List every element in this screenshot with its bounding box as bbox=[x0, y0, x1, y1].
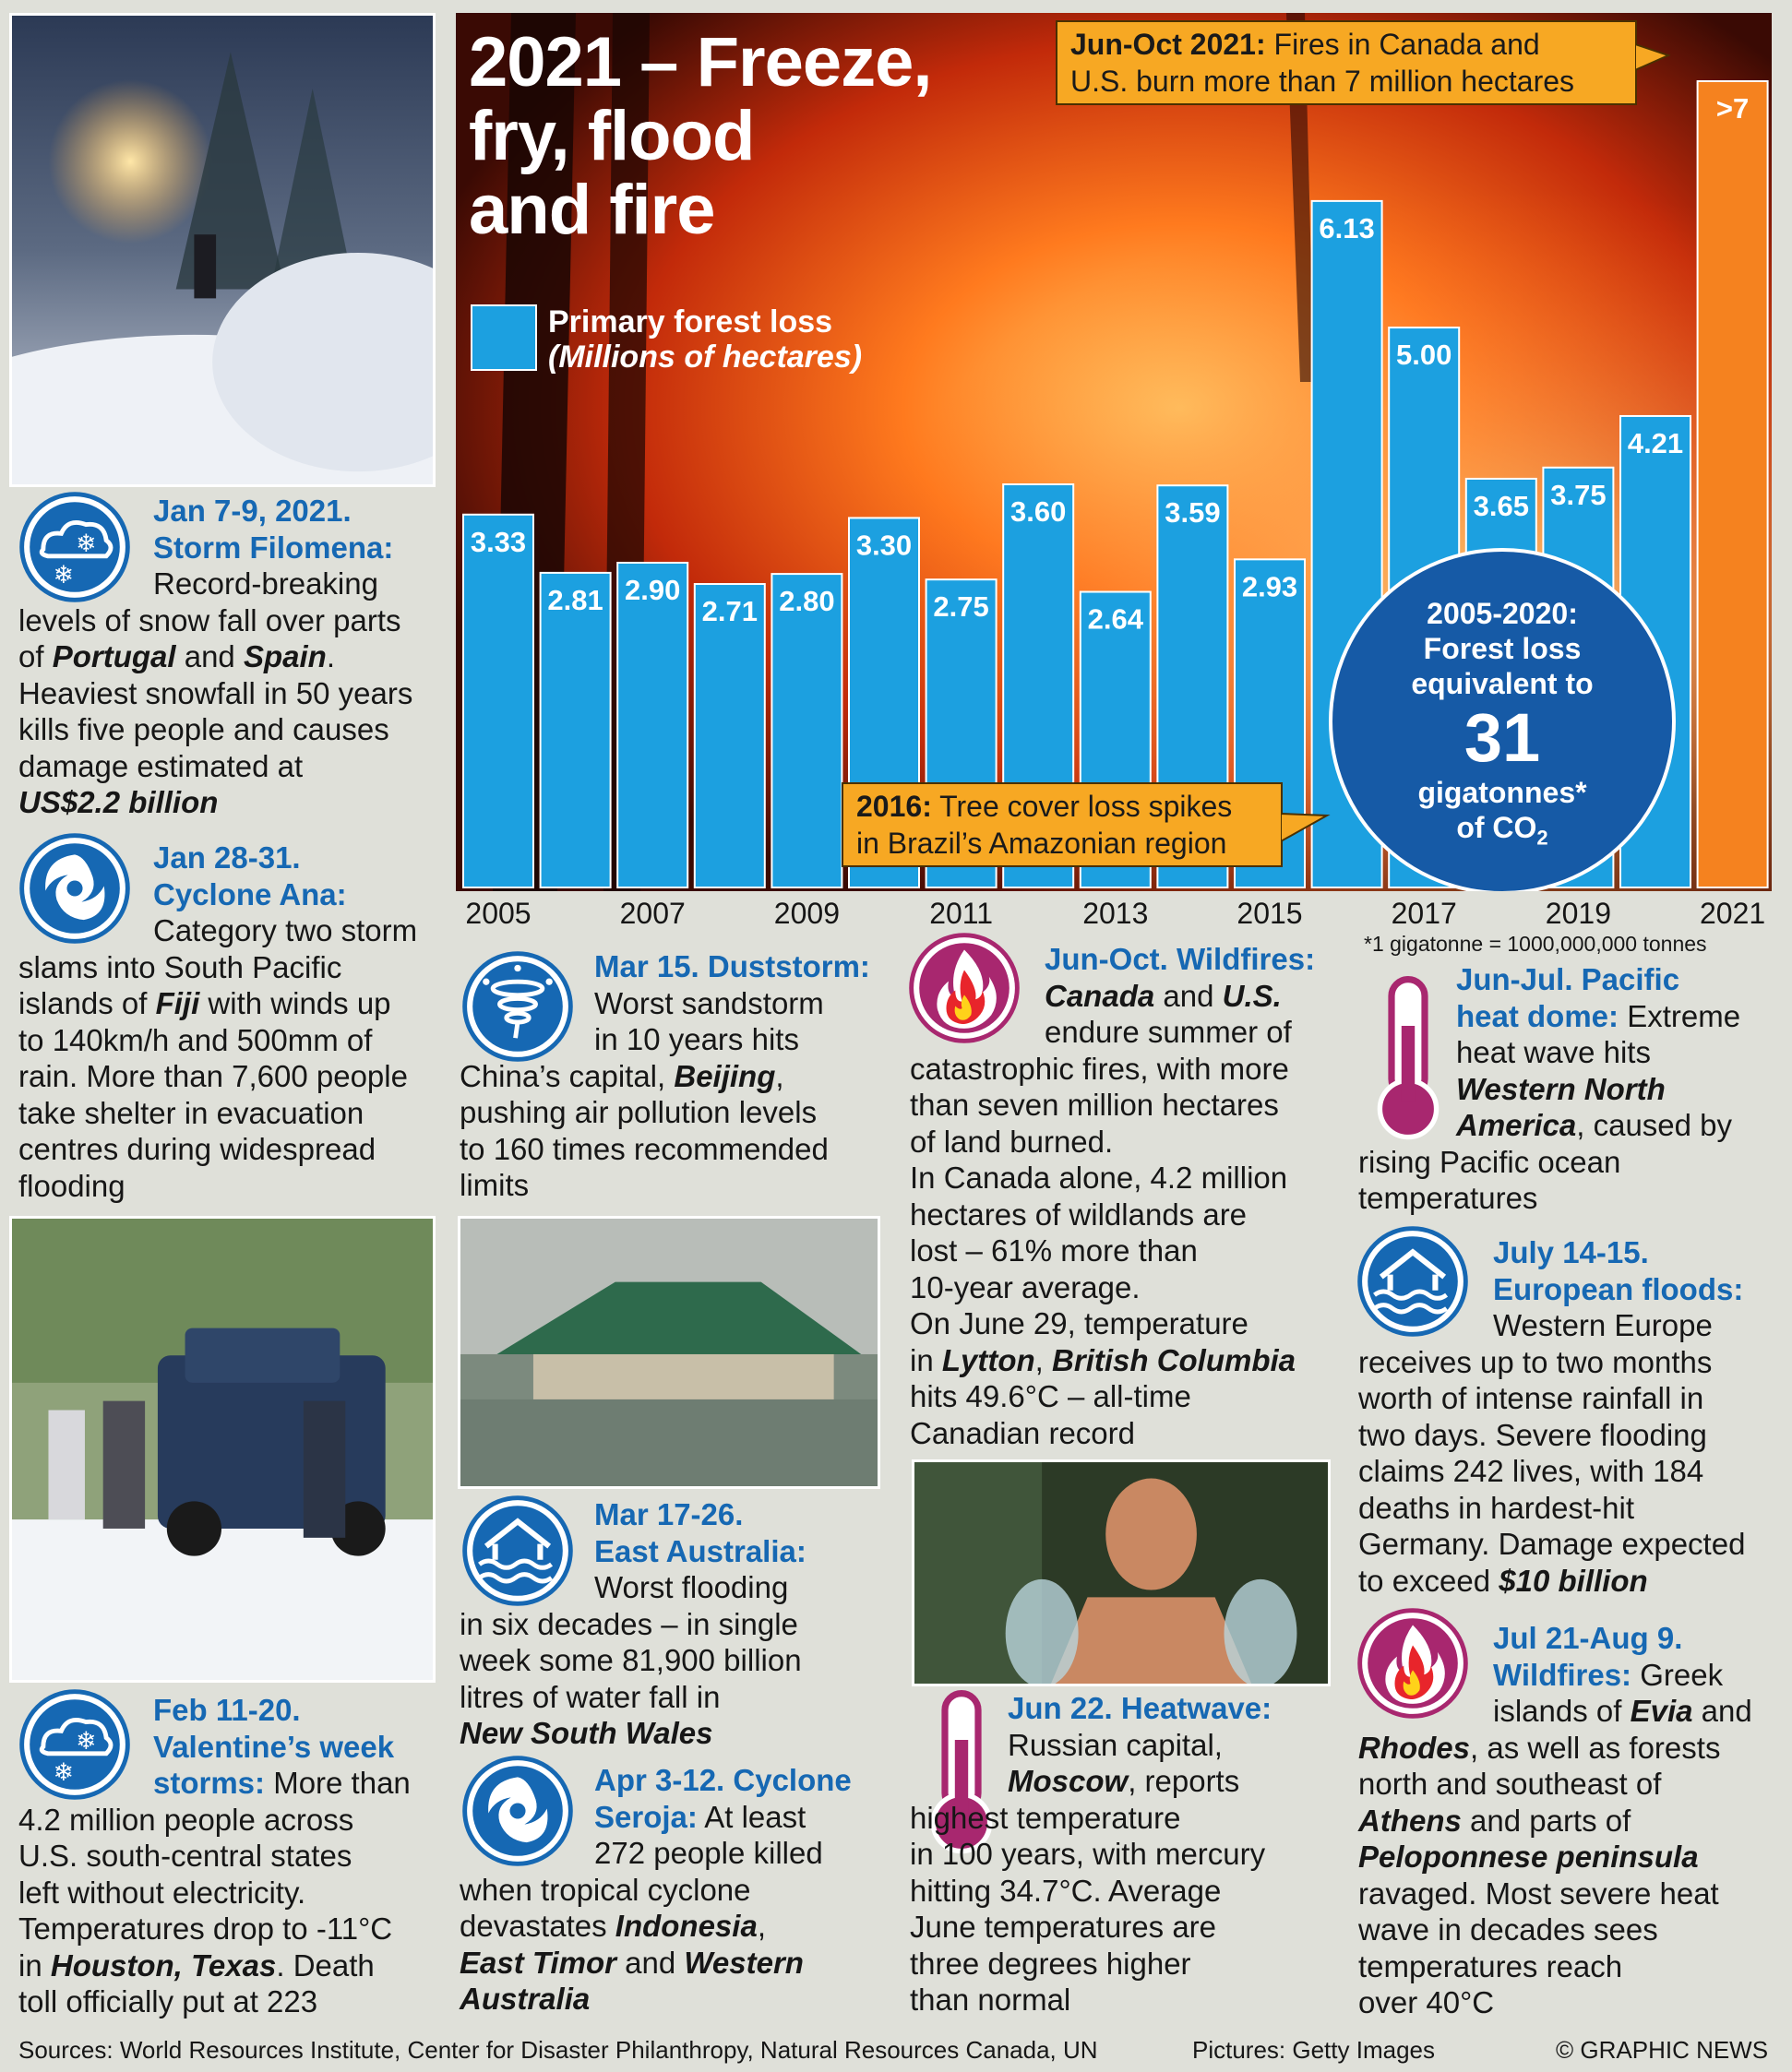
callout-2021-fires bbox=[1056, 20, 1637, 105]
event-text: worth of intense rainfall in bbox=[1358, 1381, 1704, 1415]
bar-label-2016: 6.13 bbox=[1319, 211, 1375, 244]
circle-subscript: 2 bbox=[1536, 826, 1548, 850]
event-text: At least bbox=[697, 1799, 806, 1834]
place-name: Canada bbox=[1045, 978, 1155, 1013]
event-text: June temperatures are bbox=[910, 1910, 1217, 1944]
event-text: when tropical cyclone bbox=[460, 1872, 751, 1907]
co2-circle bbox=[1329, 548, 1676, 891]
event-cyclone-ana bbox=[18, 840, 443, 1204]
event-text: , as well as forests bbox=[1470, 1730, 1721, 1765]
svg-text:❄: ❄ bbox=[75, 529, 97, 558]
event-text: left without electricity. bbox=[18, 1875, 306, 1910]
place-name: Beijing bbox=[674, 1058, 776, 1093]
event-text: three degrees higher bbox=[910, 1946, 1191, 1981]
event-text: and parts of bbox=[1461, 1803, 1631, 1838]
seroja-date: Apr 3-12. Cyclone bbox=[594, 1763, 852, 1797]
event-text: catastrophic fires, with more bbox=[910, 1051, 1289, 1086]
bar-label-2018: 3.65 bbox=[1473, 489, 1529, 522]
bar-label-2005: 3.33 bbox=[470, 525, 527, 558]
event-wildfires-north-america bbox=[910, 941, 1344, 1451]
greece-date: Jul 21-Aug 9. bbox=[1493, 1621, 1683, 1655]
place-name: British Columbia bbox=[1052, 1342, 1296, 1377]
event-text: islands of bbox=[18, 986, 156, 1020]
event-text: Record-breaking bbox=[153, 566, 378, 601]
circle-line-5: of CO bbox=[1456, 811, 1537, 844]
x-tick-2021: 2021 bbox=[1700, 897, 1766, 930]
event-text: ravaged. Most severe heat bbox=[1358, 1876, 1719, 1911]
chart-panel bbox=[456, 13, 1772, 891]
bar-2007 bbox=[617, 563, 687, 887]
event-text: In Canada alone, 4.2 million bbox=[910, 1161, 1288, 1195]
footer-sources: Sources: World Resources Institute, Center for Disaster Philanthropy, Natural Resources Canada, UN bbox=[18, 2036, 1098, 2064]
event-text: , caused by bbox=[1576, 1108, 1733, 1142]
event-european-floods bbox=[1358, 1234, 1783, 1599]
event-text: and bbox=[175, 639, 244, 673]
event-greek-wildfires bbox=[1358, 1620, 1783, 2021]
event-text: pushing air pollution levels bbox=[460, 1095, 818, 1129]
circle-line-1: 2005-2020: bbox=[1427, 597, 1578, 630]
bar-label-2010: 3.30 bbox=[855, 529, 913, 562]
event-text: hitting 34.7°C. Average bbox=[910, 1873, 1222, 1908]
callout-2016-text: Tree cover loss spikes bbox=[931, 790, 1233, 823]
event-text: to 140km/h and 500mm of bbox=[18, 1022, 373, 1057]
footer-credit: © GRAPHIC NEWS bbox=[1556, 2036, 1769, 2064]
event-text: toll officially put at 223 bbox=[18, 1984, 318, 2018]
photo-snow-street bbox=[9, 13, 436, 487]
place-name: U.S. bbox=[1222, 978, 1282, 1013]
event-text: hits 49.6°C – all-time bbox=[910, 1379, 1191, 1413]
event-text: two days. Severe flooding bbox=[1358, 1417, 1707, 1452]
event-text: with winds up bbox=[199, 986, 391, 1020]
event-text: temperatures bbox=[1358, 1181, 1538, 1215]
event-text: . bbox=[326, 639, 335, 673]
event-text: levels of snow fall over parts bbox=[18, 602, 401, 637]
footer bbox=[0, 2028, 1792, 2072]
bar-2008 bbox=[695, 584, 765, 887]
place-name: Indonesia bbox=[615, 1909, 758, 1943]
filomena-date: Jan 7-9, 2021. bbox=[153, 494, 352, 528]
event-text: lost – 61% more than bbox=[910, 1233, 1198, 1268]
event-text: hectares of wildlands are bbox=[910, 1197, 1248, 1232]
callout-2016-amazon bbox=[842, 782, 1283, 867]
event-text: Extreme bbox=[1619, 998, 1741, 1033]
seroja-title: Seroja: bbox=[594, 1799, 698, 1834]
event-text: Western Europe bbox=[1493, 1308, 1713, 1342]
callout-2021-text: Fires in Canada and bbox=[1265, 28, 1540, 61]
title-line-3: and fire bbox=[469, 171, 715, 249]
event-text: than seven million hectares bbox=[910, 1088, 1279, 1122]
place-name: Evia bbox=[1630, 1694, 1693, 1728]
bar-label-2013: 2.64 bbox=[1087, 602, 1143, 636]
footnote: *1 gigatonne = 1000,000,000 tonnes bbox=[1364, 932, 1707, 956]
x-tick-2017: 2017 bbox=[1391, 897, 1457, 930]
greece-title: Wildfires: bbox=[1493, 1657, 1632, 1692]
event-text: rising Pacific ocean bbox=[1358, 1144, 1621, 1179]
event-text: China’s capital, bbox=[460, 1058, 675, 1093]
x-tick-2019: 2019 bbox=[1545, 897, 1611, 930]
event-text: highest temperature bbox=[910, 1800, 1181, 1835]
place-name: America bbox=[1456, 1108, 1577, 1142]
place-name: Moscow bbox=[1008, 1764, 1129, 1798]
event-text: wave in decades sees bbox=[1358, 1912, 1658, 1947]
bar-label-2006: 2.81 bbox=[547, 583, 603, 616]
x-tick-2007: 2007 bbox=[619, 897, 686, 930]
event-pacific-heat-dome bbox=[1358, 961, 1783, 1217]
bar-label-2009: 2.80 bbox=[779, 585, 835, 618]
event-text: . Death bbox=[276, 1947, 375, 1983]
bar-label-2008: 2.71 bbox=[701, 595, 758, 628]
place-name: Peloponnese peninsula bbox=[1358, 1840, 1699, 1874]
x-tick-2005: 2005 bbox=[465, 897, 532, 930]
event-text: islands of bbox=[1493, 1694, 1631, 1728]
australia-date: Mar 17-26. bbox=[594, 1497, 744, 1531]
place-name: Portugal bbox=[52, 639, 176, 673]
event-text: claims 242 lives, with 184 bbox=[1358, 1454, 1704, 1488]
damage-amount: US$2.2 billion bbox=[18, 785, 219, 819]
place-name: Fiji bbox=[155, 986, 200, 1020]
x-tick-2015: 2015 bbox=[1236, 897, 1303, 930]
circle-line-2: Forest loss bbox=[1423, 632, 1582, 665]
bar-2021 bbox=[1698, 81, 1768, 887]
event-text: 10-year average. bbox=[910, 1269, 1141, 1304]
place-name: New South Wales bbox=[460, 1716, 713, 1750]
svg-text:❄: ❄ bbox=[75, 1726, 97, 1756]
place-name: Australia bbox=[460, 1982, 591, 2016]
event-text: , bbox=[757, 1909, 766, 1943]
australia-title: East Australia: bbox=[594, 1533, 806, 1568]
legend-title: Primary forest loss bbox=[548, 304, 833, 339]
event-text: centres during widespread bbox=[18, 1132, 376, 1166]
bar-label-2020: 4.21 bbox=[1627, 426, 1684, 459]
event-text: Russian capital, bbox=[1008, 1727, 1223, 1762]
event-text: temperatures reach bbox=[1358, 1948, 1623, 1983]
event-text: of bbox=[18, 639, 53, 673]
bar-label-2019: 3.75 bbox=[1550, 478, 1607, 511]
event-text: , bbox=[775, 1058, 784, 1093]
bar-2006 bbox=[541, 573, 611, 887]
place-name: Athens bbox=[1358, 1803, 1462, 1838]
callout-2021-bold: Jun-Oct 2021: bbox=[1070, 28, 1266, 61]
bar-2009 bbox=[771, 574, 842, 887]
event-storm-filomena bbox=[18, 493, 443, 821]
heatdome-date: Jun-Jul. Pacific bbox=[1456, 962, 1680, 996]
event-cyclone-seroja bbox=[460, 1762, 884, 2018]
bar-label-2012: 3.60 bbox=[1010, 495, 1067, 528]
event-text: Worst sandstorm bbox=[594, 985, 824, 1020]
bar-label-2015: 2.93 bbox=[1241, 570, 1298, 603]
event-text: endure summer of bbox=[1045, 1015, 1292, 1049]
event-text: heat wave hits bbox=[1456, 1035, 1651, 1069]
place-name: Western bbox=[684, 1945, 804, 1980]
ana-title: Cyclone Ana: bbox=[153, 876, 347, 911]
event-text: in bbox=[18, 1947, 51, 1983]
callout-2016-text2: in Brazil’s Amazonian region bbox=[856, 827, 1227, 860]
photo-pushing-truck bbox=[9, 1216, 436, 1683]
title-line-1: 2021 – Freeze, bbox=[469, 23, 932, 101]
place-name: Spain bbox=[243, 639, 327, 673]
euflood-title: European floods: bbox=[1493, 1271, 1744, 1306]
event-text: north and southeast of bbox=[1358, 1767, 1662, 1801]
callout-2021-pointer bbox=[1635, 41, 1672, 77]
x-tick-2011: 2011 bbox=[929, 897, 993, 930]
event-text: to exceed bbox=[1358, 1563, 1499, 1598]
callout-2016-pointer bbox=[1281, 810, 1331, 847]
event-text: , bbox=[1034, 1342, 1053, 1377]
ana-date: Jan 28-31. bbox=[153, 840, 301, 875]
circle-number: 31 bbox=[1463, 699, 1541, 776]
svg-text:❄: ❄ bbox=[53, 561, 75, 590]
valentine-title: Valentine’s week bbox=[153, 1729, 395, 1764]
event-text: over 40°C bbox=[1358, 1985, 1495, 2019]
event-text: to 160 times recommended bbox=[460, 1131, 829, 1166]
photo-heatwave-man bbox=[912, 1459, 1331, 1686]
x-tick-2013: 2013 bbox=[1082, 897, 1149, 930]
filomena-title: Storm Filomena: bbox=[153, 530, 394, 565]
heatwave-title: Jun 22. Heatwave: bbox=[1008, 1691, 1272, 1725]
event-text: Worst flooding bbox=[594, 1570, 789, 1604]
event-text: On June 29, temperature bbox=[910, 1306, 1248, 1340]
event-text: and bbox=[615, 1945, 685, 1980]
event-text: damage estimated at bbox=[18, 748, 304, 783]
event-text: in 10 years hits bbox=[594, 1022, 799, 1056]
event-text: of land burned. bbox=[910, 1124, 1114, 1159]
event-heatwave-moscow bbox=[910, 1690, 1344, 2018]
bar-label-2017: 5.00 bbox=[1396, 339, 1452, 372]
event-text: 4.2 million people across bbox=[18, 1802, 354, 1837]
duststorm-title: Mar 15. Duststorm: bbox=[594, 949, 870, 983]
circle-line-3: equivalent to bbox=[1411, 667, 1594, 700]
footer-pictures: Pictures: Getty Images bbox=[1192, 2036, 1435, 2064]
event-text: Germany. Damage expected bbox=[1358, 1527, 1746, 1561]
event-text: U.S. south-central states bbox=[18, 1839, 352, 1873]
place-name: Rhodes bbox=[1358, 1730, 1471, 1765]
event-text: More than bbox=[265, 1766, 411, 1800]
bar-label-2021: >7 bbox=[1715, 92, 1750, 125]
wildfires-na-title: Jun-Oct. Wildfires: bbox=[1045, 942, 1316, 976]
place-name: Western North bbox=[1456, 1071, 1666, 1106]
event-text: receives up to two months bbox=[1358, 1344, 1713, 1379]
svg-text:❄: ❄ bbox=[53, 1758, 75, 1788]
event-text: Temperatures drop to -11°C bbox=[18, 1911, 393, 1946]
callout-2021-text2: U.S. burn more than 7 million hectares bbox=[1070, 65, 1575, 98]
event-text: Heaviest snowfall in 50 years bbox=[18, 675, 413, 710]
event-duststorm bbox=[460, 948, 884, 1204]
damage-amount: $10 billion bbox=[1499, 1563, 1648, 1598]
event-text: week some 81,900 billion bbox=[460, 1643, 802, 1677]
event-text: and bbox=[1692, 1694, 1752, 1728]
event-text: Canadian record bbox=[910, 1415, 1135, 1450]
title-line-2: fry, flood bbox=[469, 97, 755, 175]
event-text: slams into South Pacific bbox=[18, 949, 342, 984]
event-text: and bbox=[1154, 978, 1223, 1013]
event-text: deaths in hardest-hit bbox=[1358, 1490, 1635, 1525]
bar-label-2014: 3.59 bbox=[1165, 496, 1221, 530]
event-text: in bbox=[910, 1342, 942, 1377]
place-name: Lytton bbox=[941, 1342, 1035, 1377]
event-text: , reports bbox=[1128, 1764, 1240, 1798]
event-text: flooding bbox=[18, 1168, 125, 1203]
bar-2005 bbox=[463, 515, 533, 887]
photo-flooded-building bbox=[458, 1216, 880, 1489]
valentine-title-2: storms: bbox=[153, 1766, 266, 1800]
euflood-date: July 14-15. bbox=[1493, 1235, 1649, 1269]
event-text: litres of water fall in bbox=[460, 1679, 721, 1714]
event-text: devastates bbox=[460, 1909, 615, 1943]
event-text: Category two storm bbox=[153, 913, 418, 947]
callout-2016-bold: 2016: bbox=[856, 790, 932, 823]
event-text: in six decades – in single bbox=[460, 1606, 798, 1641]
event-east-australia bbox=[460, 1496, 884, 1752]
heatdome-title: heat dome: bbox=[1456, 998, 1619, 1033]
event-text: limits bbox=[460, 1168, 530, 1202]
event-valentine-storms bbox=[18, 1692, 443, 2020]
event-text: kills five people and causes bbox=[18, 712, 389, 746]
event-text: 272 people killed bbox=[594, 1836, 823, 1870]
event-text: take shelter in evacuation bbox=[18, 1095, 364, 1130]
circle-line-4: gigatonnes* bbox=[1417, 776, 1587, 809]
event-text: rain. More than 7,600 people bbox=[18, 1059, 408, 1093]
legend-unit: (Millions of hectares) bbox=[548, 339, 863, 375]
place-name: East Timor bbox=[460, 1945, 616, 1980]
bar-label-2011: 2.75 bbox=[933, 590, 989, 624]
valentine-date: Feb 11-20. bbox=[153, 1693, 301, 1727]
x-tick-2009: 2009 bbox=[773, 897, 840, 930]
event-text: than normal bbox=[910, 1983, 1071, 2017]
event-text: in 100 years, with mercury bbox=[910, 1837, 1266, 1871]
bar-label-2007: 2.90 bbox=[625, 573, 681, 606]
event-text: Greek bbox=[1631, 1657, 1724, 1692]
place-name: Houston, Texas bbox=[50, 1947, 277, 1983]
